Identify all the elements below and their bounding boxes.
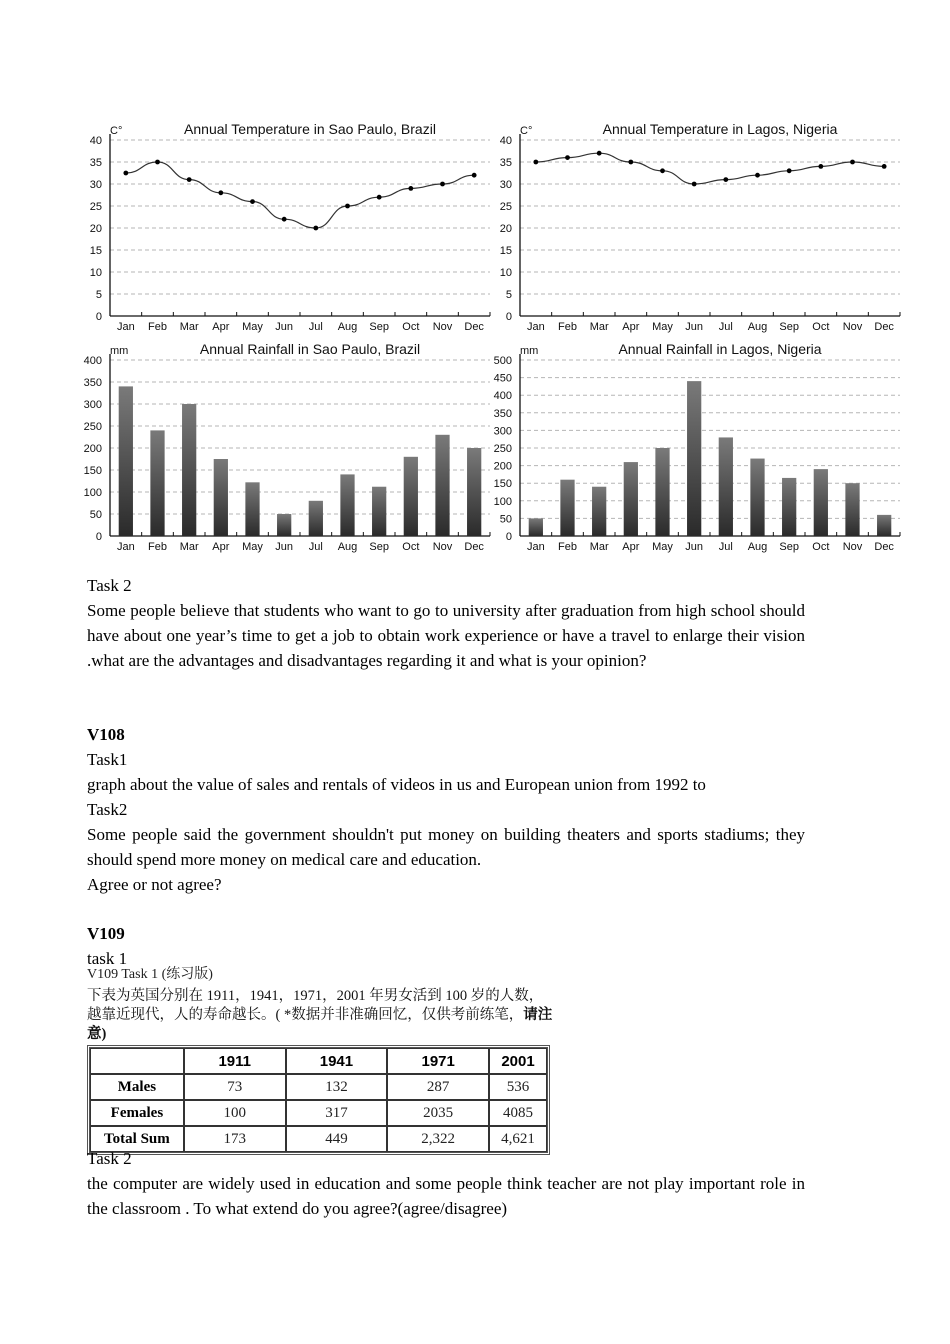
svg-text:Dec: Dec (464, 321, 484, 333)
svg-text:May: May (242, 541, 263, 553)
svg-text:0: 0 (95, 531, 102, 543)
svg-text:Annual Rainfall in Sao Paulo,: Annual Rainfall in Sao Paulo, Brazil (199, 341, 421, 357)
svg-text:15: 15 (499, 245, 512, 257)
svg-text:30: 30 (499, 179, 512, 191)
svg-text:Mar: Mar (589, 321, 609, 333)
table-cell: 4085 (489, 1100, 547, 1126)
svg-text:15: 15 (89, 245, 102, 257)
svg-text:mm: mm (520, 345, 539, 357)
svg-text:35: 35 (89, 157, 102, 169)
svg-text:Sep: Sep (369, 321, 389, 333)
chart-rain-sao-paulo (82, 338, 492, 556)
svg-text:Feb: Feb (558, 541, 577, 553)
line-chart (492, 118, 902, 336)
svg-text:5: 5 (95, 289, 102, 301)
svg-text:300: 300 (83, 399, 102, 411)
table-cell: 132 (286, 1074, 388, 1100)
svg-text:150: 150 (83, 465, 102, 477)
v108-task1-prompt: graph about the value of sales and rentals of videos in us and European union from 1992 to (87, 775, 706, 794)
svg-text:Aug: Aug (337, 321, 358, 333)
svg-text:30: 30 (89, 179, 102, 191)
svg-text:Mar: Mar (179, 321, 199, 333)
table-note-text: 下表为英国分别在 1911，1941，1971，2001 年男女活到 100 岁的人数，越靠近现代，人的寿命越长。( *数据并非准确回忆，仅供考前练笔， (87, 988, 544, 1023)
v109-task1-heading: task 1 (87, 949, 128, 968)
svg-text:C°: C° (110, 125, 123, 137)
v109-task2-prompt: the computer are widely used in education and some people think teacher are not play important role in the classroom . To what extend do you agree?(agree/disagree) (87, 1174, 805, 1218)
svg-text:May: May (652, 541, 673, 553)
svg-text:Jul: Jul (308, 541, 323, 553)
svg-text:May: May (652, 321, 673, 333)
svg-text:Apr: Apr (212, 321, 230, 333)
svg-text:10: 10 (89, 267, 102, 279)
svg-text:20: 20 (499, 223, 512, 235)
svg-text:50: 50 (499, 513, 512, 526)
svg-text:5: 5 (505, 289, 512, 301)
table-cell: 73 (184, 1074, 286, 1100)
svg-text:Oct: Oct (402, 541, 420, 553)
svg-text:Mar: Mar (179, 541, 199, 553)
svg-text:Jan: Jan (116, 321, 135, 333)
svg-text:Nov: Nov (842, 321, 863, 333)
svg-text:300: 300 (493, 425, 512, 438)
table-header-cell: 1941 (286, 1048, 388, 1074)
v108-task2-question: Agree or not agree? (87, 875, 222, 894)
table-header-cell: 1971 (387, 1048, 489, 1074)
chart-temp-lagos (492, 118, 902, 336)
svg-text:Oct: Oct (402, 321, 420, 333)
svg-text:Jun: Jun (275, 541, 294, 553)
svg-text:Dec: Dec (464, 541, 484, 553)
table-row (90, 1100, 547, 1126)
svg-text:Jan: Jan (526, 541, 545, 553)
row-label: Total Sum (90, 1126, 184, 1152)
svg-text:400: 400 (83, 355, 102, 367)
svg-text:400: 400 (493, 390, 512, 403)
table-cell: 449 (286, 1126, 388, 1152)
svg-text:Sep: Sep (779, 541, 799, 553)
svg-text:mm: mm (110, 345, 129, 357)
svg-text:Sep: Sep (369, 541, 389, 553)
svg-text:350: 350 (83, 377, 102, 389)
svg-text:40: 40 (499, 135, 512, 147)
svg-text:Jun: Jun (275, 321, 294, 333)
bar-chart (492, 338, 902, 556)
svg-text:350: 350 (493, 407, 512, 420)
svg-text:Aug: Aug (747, 321, 768, 333)
svg-text:0: 0 (95, 311, 102, 323)
row-label: Females (90, 1100, 184, 1126)
svg-text:25: 25 (89, 201, 102, 213)
svg-text:Jun: Jun (685, 541, 704, 553)
v108-task2-prompt: Some people said the government shouldn't put money on building theaters and sports stadiums; they should spend more money on medical care and education. (87, 825, 805, 869)
svg-text:10: 10 (499, 267, 512, 279)
table-note (87, 987, 557, 1044)
svg-text:0: 0 (505, 311, 512, 323)
table-cell: 317 (286, 1100, 388, 1126)
row-label: Males (90, 1074, 184, 1100)
svg-text:500: 500 (493, 355, 512, 367)
svg-text:Feb: Feb (148, 321, 167, 333)
table-cell: 2,322 (387, 1126, 489, 1152)
svg-text:Nov: Nov (432, 541, 453, 553)
svg-text:Feb: Feb (148, 541, 167, 553)
svg-text:Jan: Jan (526, 321, 545, 333)
svg-text:Oct: Oct (812, 321, 830, 333)
table-cell: 173 (184, 1126, 286, 1152)
table-cell: 536 (489, 1074, 547, 1100)
table-cell: 2035 (387, 1100, 489, 1126)
table-header-cell (90, 1048, 184, 1074)
svg-text:35: 35 (499, 157, 512, 169)
v107-task2-heading: Task 2 (87, 576, 132, 595)
v109-task2-heading: Task 2 (87, 1149, 132, 1168)
svg-text:150: 150 (493, 478, 512, 491)
table-header-cell: 1911 (184, 1048, 286, 1074)
centenarians-table (87, 1045, 550, 1155)
svg-text:100: 100 (493, 495, 512, 508)
svg-text:200: 200 (493, 460, 512, 473)
bar-chart (82, 338, 492, 556)
svg-text:450: 450 (493, 372, 512, 385)
svg-text:250: 250 (83, 421, 102, 433)
svg-text:Aug: Aug (337, 541, 358, 553)
svg-text:Jul: Jul (308, 321, 323, 333)
v109-heading: V109 (87, 924, 125, 943)
table-note-bold: 请注意) (87, 1007, 553, 1042)
svg-text:Sep: Sep (779, 321, 799, 333)
table-header-cell: 2001 (489, 1048, 547, 1074)
svg-text:Annual Temperature in Sao Paul: Annual Temperature in Sao Paulo, Brazil (184, 121, 436, 137)
v108-heading: V108 (87, 725, 125, 744)
svg-text:250: 250 (493, 443, 512, 455)
table-cell: 287 (387, 1074, 489, 1100)
svg-text:25: 25 (499, 201, 512, 213)
svg-text:Apr: Apr (212, 541, 230, 553)
svg-text:Feb: Feb (558, 321, 577, 333)
table-header-row (90, 1048, 547, 1074)
svg-text:Jun: Jun (685, 321, 704, 333)
chart-temp-sao-paulo (82, 118, 492, 336)
svg-text:Jul: Jul (718, 541, 733, 553)
svg-text:100: 100 (83, 487, 102, 499)
v108-task2-heading: Task2 (87, 800, 128, 819)
table-row (90, 1074, 547, 1100)
svg-text:Apr: Apr (622, 541, 640, 553)
svg-text:Apr: Apr (622, 321, 640, 333)
table-cell: 4,621 (489, 1126, 547, 1152)
svg-text:Nov: Nov (842, 541, 863, 553)
svg-text:Mar: Mar (589, 541, 609, 553)
table-cell: 100 (184, 1100, 286, 1126)
svg-text:Nov: Nov (432, 321, 453, 333)
v108-task1-heading: Task1 (87, 750, 128, 769)
v109-table-figure (87, 966, 557, 1155)
svg-text:May: May (242, 321, 263, 333)
line-chart (82, 118, 492, 336)
svg-text:200: 200 (83, 443, 102, 455)
table-caption: V109 Task 1 (练习版) (87, 967, 213, 982)
svg-text:C°: C° (520, 125, 533, 137)
v107-task2-prompt: Some people believe that students who want to go to university after graduation from high school should have about one year’s time to get a job to obtain work experience or have a travel to enlarge their vision .what are the advantages and disadvantages regarding it and what is your opinion? (87, 601, 805, 670)
chart-rain-lagos (492, 338, 902, 556)
svg-text:Dec: Dec (874, 321, 894, 333)
svg-text:50: 50 (89, 509, 102, 521)
svg-text:40: 40 (89, 135, 102, 147)
svg-text:Annual Rainfall in Lagos, Nige: Annual Rainfall in Lagos, Nigeria (618, 341, 822, 357)
svg-text:Oct: Oct (812, 541, 830, 553)
svg-text:Dec: Dec (874, 541, 894, 553)
svg-text:Aug: Aug (747, 541, 768, 553)
svg-text:Jan: Jan (116, 541, 135, 553)
svg-text:Annual Temperature in Lagos, N: Annual Temperature in Lagos, Nigeria (602, 121, 838, 137)
svg-text:0: 0 (505, 531, 512, 543)
svg-text:20: 20 (89, 223, 102, 235)
svg-text:Jul: Jul (718, 321, 733, 333)
